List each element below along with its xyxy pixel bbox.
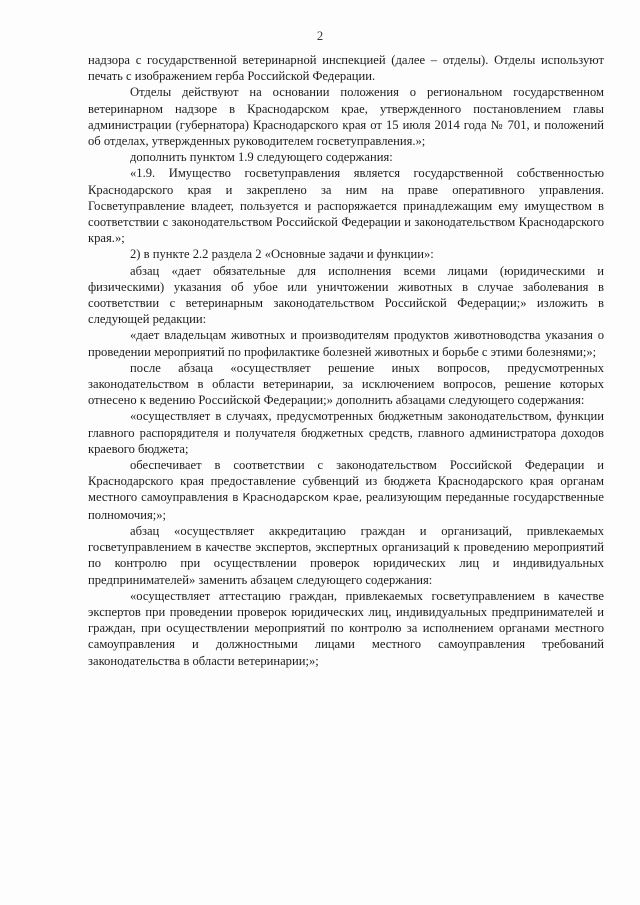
paragraph-8: после абзаца «осуществляет решение иных вопросов, предусмотренных законодательством в области ветеринарии, за исключением вопросов, решение которых отнесено к ведению Российской Федерации;» дополнить абзацами следующего содержания: (88, 360, 604, 408)
paragraph-11: абзац «осуществляет аккредитацию граждан и организаций, привлекаемых госветуправлением в качестве экспертов, экспертных организаций к проведению мероприятий по контролю при осуществлении проверок юридических лиц и индивидуальных предпринимателей» заменить абзацем следующего содержания: (88, 523, 604, 587)
paragraph-2: Отделы действуют на основании положения о региональном государственном ветеринарном надзоре в Краснодарском крае, утвержденного постановлением главы администрации (губернатора) Краснодарского края от 15 июля 2014 года № 701, и положений об отделах, утвержденных руководителем госветуправления.»; (88, 85, 604, 149)
paragraph-10-continuation: реализующим переданные государственные полномочия;»; (88, 490, 604, 522)
paragraph-5: 2) в пункте 2.2 раздела 2 «Основные задачи и функции»: (130, 247, 434, 262)
paragraph-3: дополнить пунктом 1.9 следующего содержания: (130, 150, 393, 165)
inserted-text: в Краснодарском крае, (232, 491, 362, 505)
paragraph-10-main: обеспечивает в соответствии с законодательством Российской Федерации и Краснодарского края предоставление субвенций из бюджета Краснодарского края органам местного самоуправления (88, 458, 604, 505)
paragraph-6: абзац «дает обязательные для исполнения всеми лицами (юридическими и физическими) указания об убое или уничтожении животных в случае заболевания в соответствии с ветеринарным законодательством Российской Федерации;» изложить в следующей редакции: (88, 263, 604, 327)
paragraph-12: «осуществляет аттестацию граждан, привлекаемых госветуправлением в качестве экспертов при проведении проверок юридических лиц, индивидуальных предпринимателей и граждан, при осуществлении мероприятий по контролю за исполнением органами местного самоуправления и должностными лицами местного самоуправления требований законодательства в области ветеринарии;»; (88, 588, 604, 668)
page-number: 2 (316, 29, 324, 43)
paragraph-10 (88, 457, 604, 523)
paragraph-4: «1.9. Имущество госветуправления является государственной собственностью Краснодарского края и закреплено за ним на праве оперативного управления. Госветуправление владеет, пользуется и распоряжается принадлежащим ему имуществом в соответствии с законодательством Российской Федерации и законодательством Краснодарского края.»; (88, 166, 604, 246)
paragraph-9: «осуществляет в случаях, предусмотренных бюджетным законодательством, функции главного распорядителя и получателя бюджетных средств, главного администратора доходов краевого бюджета; (88, 409, 604, 456)
document-body (88, 52, 604, 669)
paragraph-7: «дает владельцам животных и производителям продуктов животноводства указания о проведении мероприятий по профилактике болезней животных и борьбе с этими болезнями;»; (88, 328, 604, 359)
paragraph-1: надзора с государственной ветеринарной инспекцией (далее – отделы). Отделы используют печать с изображением герба Российской Федерации. (88, 53, 604, 84)
